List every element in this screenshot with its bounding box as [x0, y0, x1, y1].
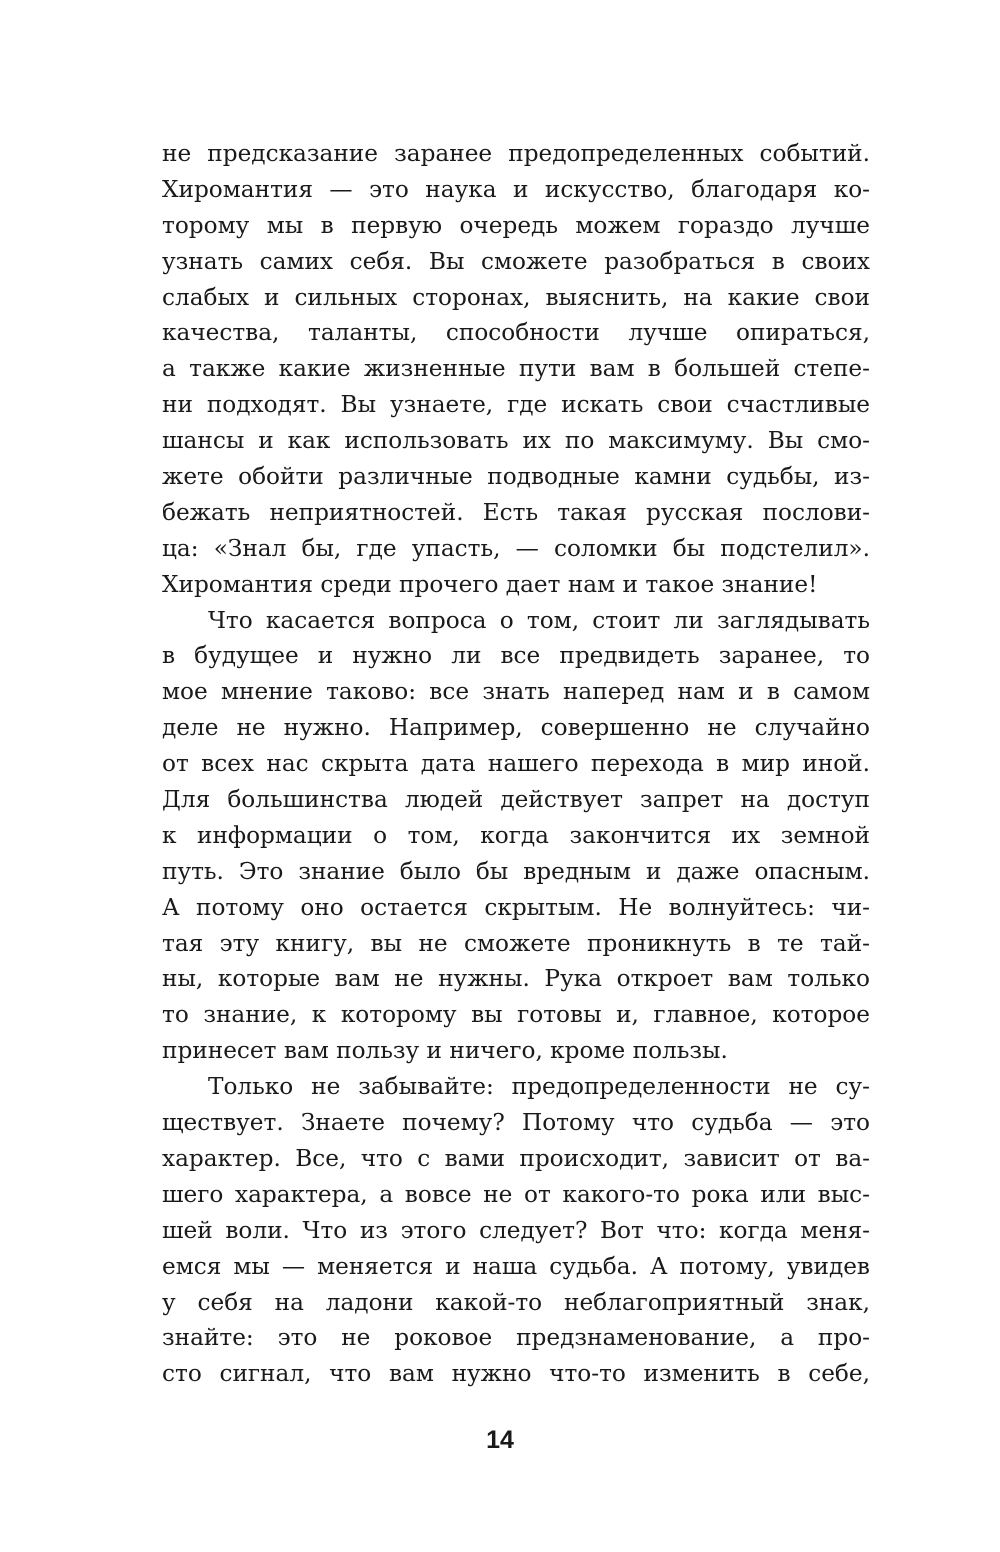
text-line: Хиромантия — это наука и искусство, благодаря ко-	[162, 175, 870, 203]
text-line: ца: «Знал бы, где упасть, — соломки бы подстелил».	[162, 534, 870, 562]
text-line: мое мнение таково: все знать наперед нам и в самом	[162, 678, 870, 706]
text-line: узнать самих себя. Вы сможете разобраться в своих	[162, 247, 870, 275]
text-line: тая эту книгу, вы не сможете проникнуть в те тай-	[162, 929, 870, 957]
text-line: слабых и сильных сторонах, выяснить, на какие свои	[162, 283, 870, 311]
text-line: ны, которые вам не нужны. Рука откроет вам только	[162, 965, 870, 993]
text-line: сто сигнал, что вам нужно что-то изменить в себе,	[162, 1360, 870, 1388]
paragraph-end-line: принесет вам пользу и ничего, кроме пользы.	[162, 1037, 728, 1065]
text-line: Для большинства людей действует запрет на доступ	[162, 786, 870, 814]
text-line: а также какие жизненные пути вам в большей степе-	[162, 355, 870, 383]
paragraph-start-line: Что касается вопроса о том, стоит ли заглядывать	[208, 606, 870, 634]
text-line: путь. Это знание было бы вредным и даже опасным.	[162, 857, 870, 885]
page-number: 14	[486, 1426, 514, 1454]
paragraph-start-line: Только не забывайте: предопределенности не су-	[208, 1073, 870, 1101]
paragraph-end-line: Хиромантия среди прочего дает нам и такое знание!	[162, 570, 818, 598]
text-line: у себя на ладони какой-то неблагоприятный знак,	[162, 1288, 870, 1316]
text-line: ни подходят. Вы узнаете, где искать свои счастливые	[162, 391, 870, 419]
text-line: характер. Все, что с вами происходит, зависит от ва-	[162, 1144, 870, 1172]
text-line: в будущее и нужно ли все предвидеть заранее, то	[162, 642, 870, 670]
text-line: знайте: это не роковое предзнаменование, а про-	[162, 1324, 870, 1352]
text-line: торому мы в первую очередь можем гораздо лучше	[162, 211, 870, 239]
text-line: не предсказание заранее предопределенных событий.	[162, 140, 870, 167]
text-line: то знание, к которому вы готовы и, главное, которое	[162, 1001, 870, 1029]
text-line: бежать неприятностей. Есть такая русская послови-	[162, 498, 870, 526]
text-line: шего характера, а вовсе не от какого-то рока или выс-	[162, 1180, 870, 1208]
text-line: емся мы — меняется и наша судьба. А потому, увидев	[162, 1252, 870, 1280]
text-line: деле не нужно. Например, совершенно не случайно	[162, 714, 870, 742]
text-line: к информации о том, когда закончится их земной	[162, 821, 870, 849]
text-line: жете обойти различные подводные камни судьбы, из-	[162, 463, 870, 491]
text-line: шей воли. Что из этого следует? Вот что: когда меня-	[162, 1216, 870, 1244]
text-line: шансы и как использовать их по максимуму. Вы смо-	[162, 427, 870, 455]
text-line: ществует. Знаете почему? Потому что судьба — это	[162, 1109, 870, 1137]
text-line: качества, таланты, способности лучше опираться,	[162, 319, 870, 347]
text-line: от всех нас скрыта дата нашего перехода в мир иной.	[162, 750, 870, 778]
text-line: А потому оно остается скрытым. Не волнуйтесь: чи-	[162, 893, 870, 921]
body-text	[162, 136, 870, 1392]
